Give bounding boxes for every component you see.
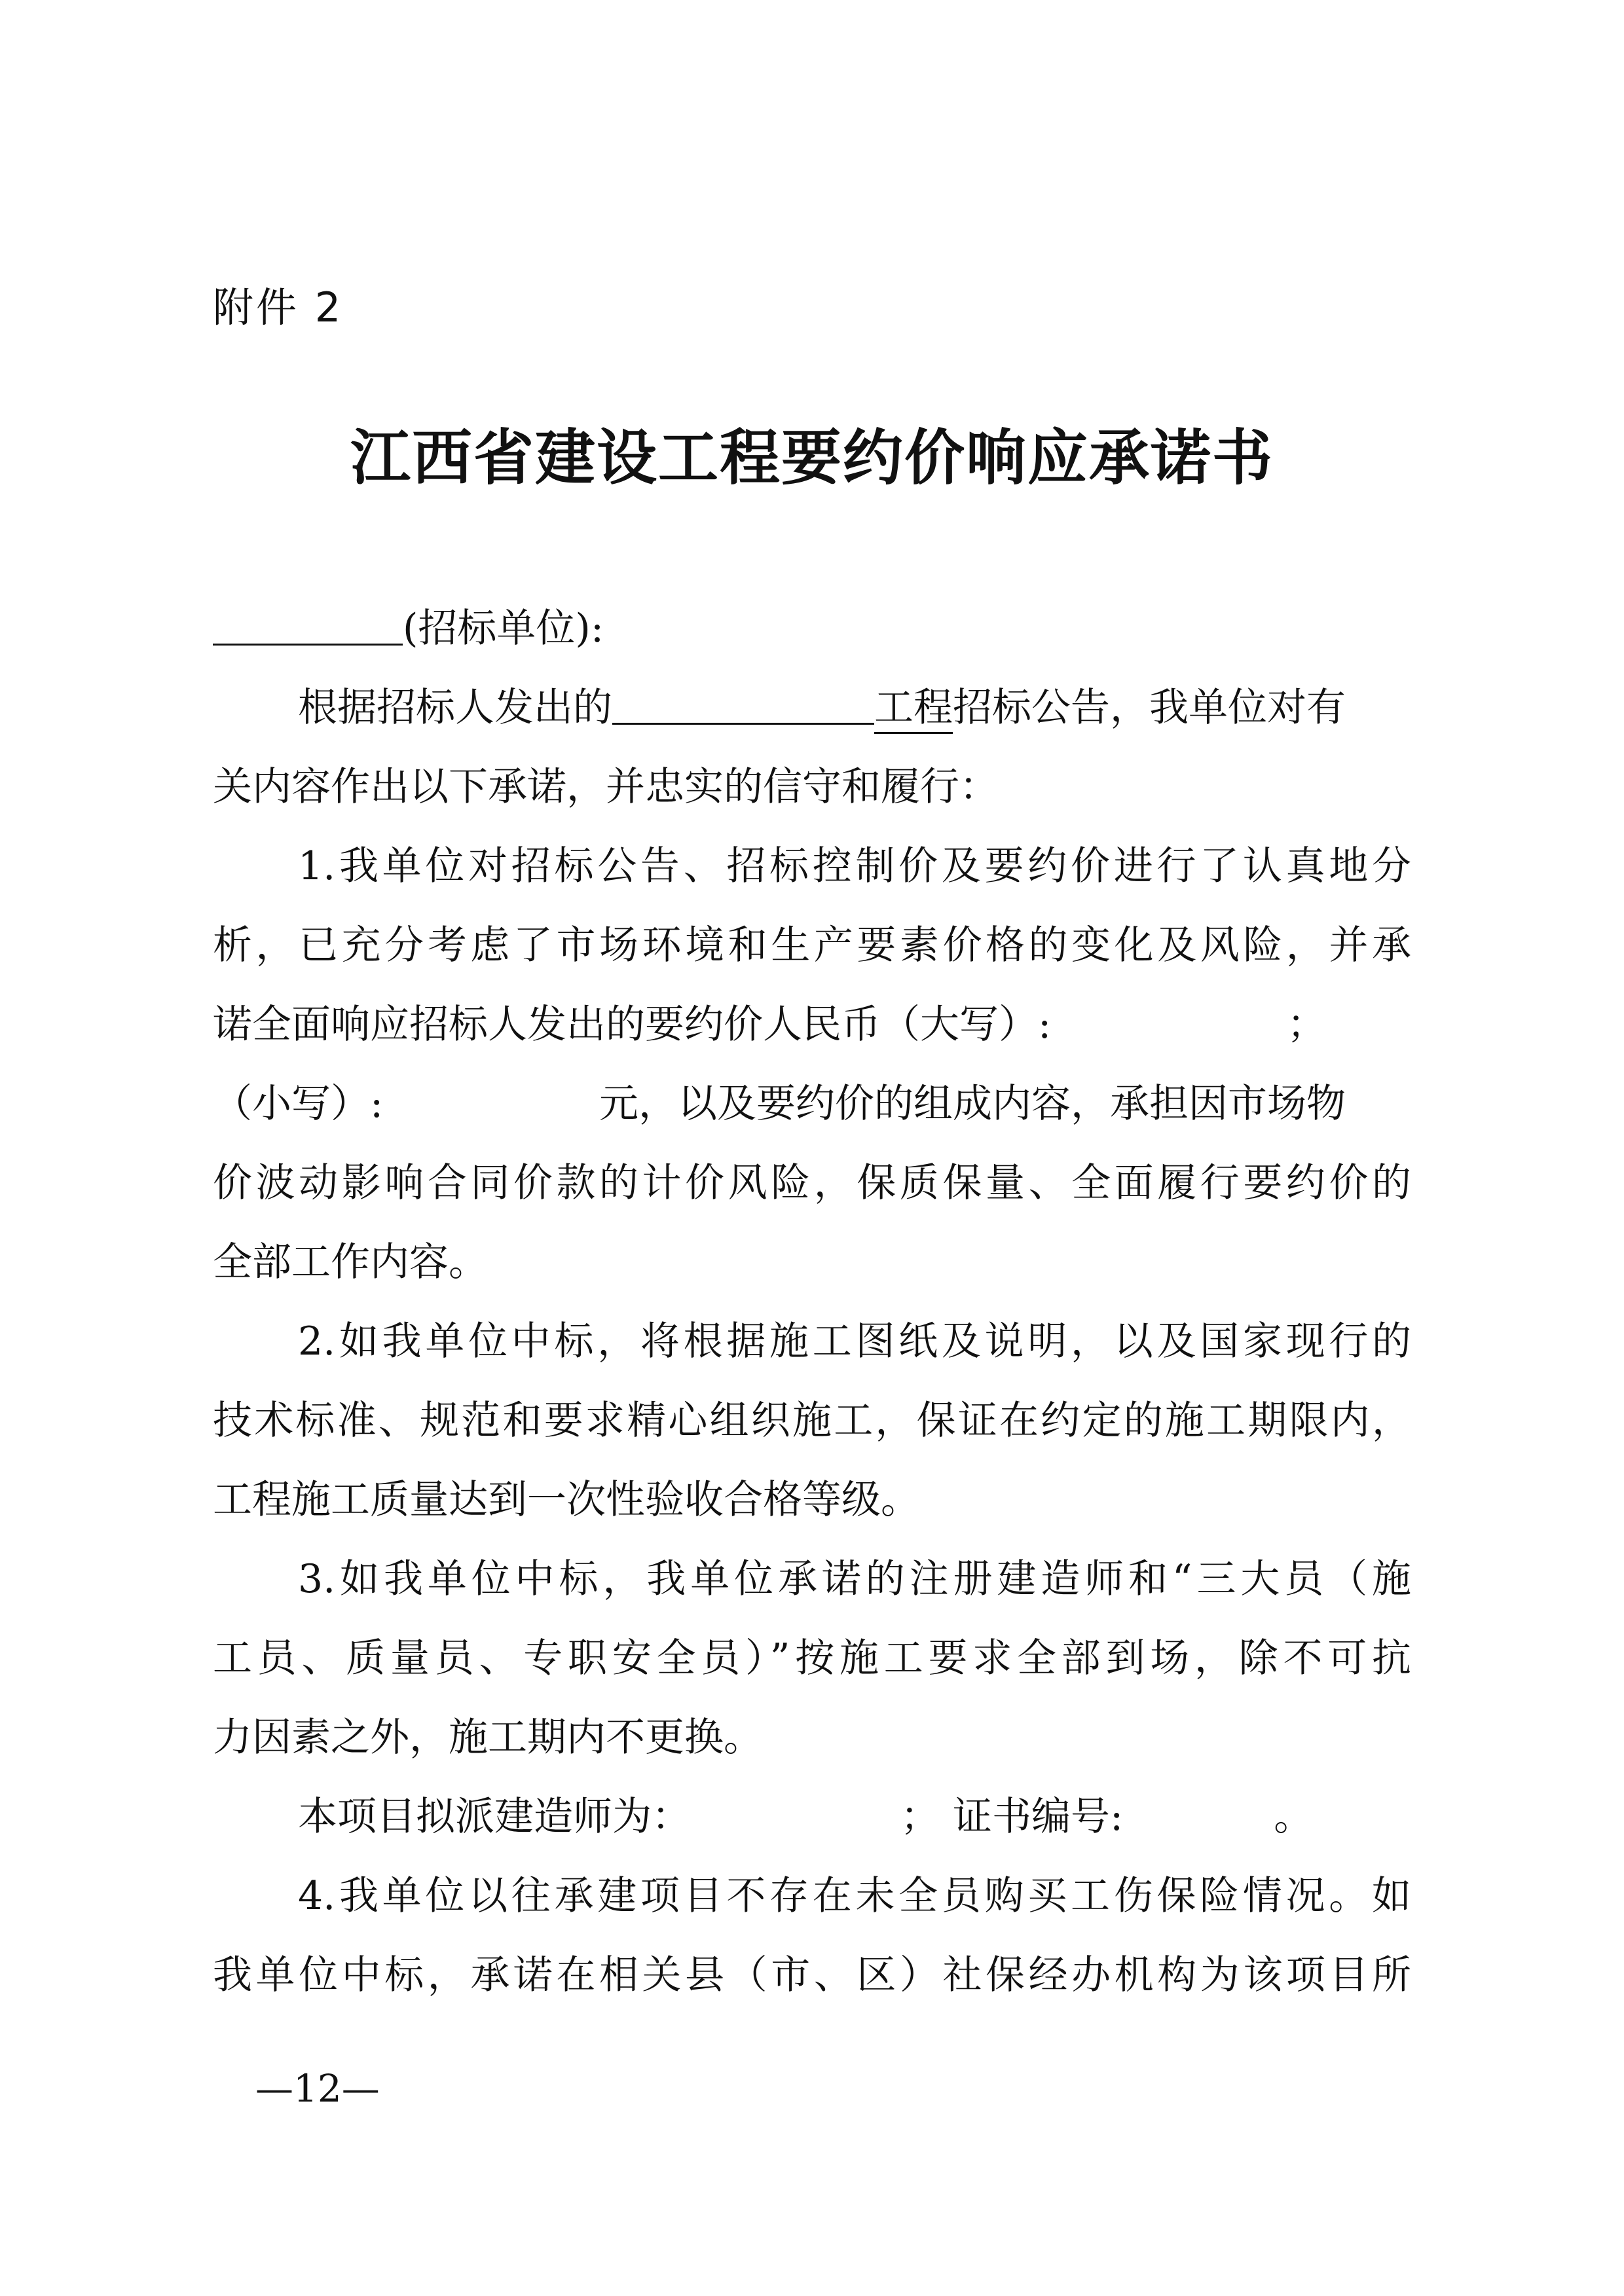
project-name-blank[interactable] xyxy=(612,680,874,725)
item4-line-2: 我单位中标，承诺在相关县（市、区）社保经办机构为该项目所 xyxy=(213,1952,1411,1998)
builder-label: 本项目拟派建造师为： xyxy=(298,1794,691,1840)
tender-unit-blank[interactable] xyxy=(213,600,403,646)
salutation-line xyxy=(213,589,1411,668)
item3-line-2: 工员、质量员、专职安全员）”按施工要求全部到场，除不可抗 xyxy=(213,1635,1411,1681)
cert-label: 证书编号: xyxy=(953,1794,1124,1840)
document-body xyxy=(213,589,1411,2015)
cert-number-field[interactable] xyxy=(1123,1777,1313,1857)
item1-line-2: 析，已充分考虑了市场环境和生产要素价格的变化及风险，并承 xyxy=(213,922,1411,968)
builder-line xyxy=(213,1777,1411,1857)
item2-line-1: 2.如我单位中标，将根据施工图纸及说明，以及国家现行的 xyxy=(298,1319,1411,1364)
capital-amount-field[interactable] xyxy=(763,985,1362,1065)
item1-line-1: 1.我单位对招标公告、招标控制价及要约价进行了认真地分 xyxy=(298,843,1411,889)
item1-line-5: 价波动影响合同价款的计价风险，保质保量、全面履行要约价的 xyxy=(213,1160,1411,1206)
intro-pre: 根据招标人发出的 xyxy=(298,685,612,731)
item3-line-1: 3.如我单位中标，我单位承诺的注册建造师和“三大员（施 xyxy=(298,1556,1411,1602)
small-amount-field[interactable] xyxy=(213,1065,573,1144)
small-amount-label: （小写）: xyxy=(213,1081,384,1127)
intro-line-1 xyxy=(213,668,1411,748)
item1-line3-pre: 诺全面响应招标人发出的要约价 xyxy=(213,1002,763,1048)
builder-semicolon: ； xyxy=(900,1794,940,1840)
intro-post: 招标公告，我单位对有 xyxy=(953,685,1346,731)
document-title: 江西省建设工程要约价响应承诺书 xyxy=(350,423,1274,493)
intro-project-suffix: 工程 xyxy=(874,685,953,734)
item2-line-2: 技术标准、规范和要求精心组织施工，保证在约定的施工期限内， xyxy=(213,1398,1411,1444)
item2-line-3: 工程施工质量达到一次性验收合格等级。 xyxy=(213,1477,920,1523)
item1-line-3 xyxy=(213,985,1411,1065)
intro-line-2: 关内容作出以下承诺，并忠实的信守和履行： xyxy=(213,764,999,810)
item1-line4-post: 元，以及要约价的组成内容，承担因市场物 xyxy=(599,1081,1346,1127)
attachment-label: 附件 2 xyxy=(213,283,344,331)
salutation-text: (招标单位): xyxy=(403,606,604,651)
item4-line-1: 4.我单位以往承建项目不存在未全员购买工伤保险情况。如 xyxy=(298,1873,1411,1919)
item3-line-3: 力因素之外，施工期内不更换。 xyxy=(213,1715,763,1760)
item1-line-6: 全部工作内容。 xyxy=(213,1239,488,1285)
page-number: —12— xyxy=(255,2066,380,2111)
capital-amount-label: 人民币（大写）: xyxy=(763,1002,1052,1048)
capital-amount-semicolon: ； xyxy=(1287,1002,1327,1048)
item1-line-4 xyxy=(213,1065,1411,1144)
cert-period: 。 xyxy=(1274,1794,1314,1840)
builder-name-field[interactable] xyxy=(704,1777,946,1857)
